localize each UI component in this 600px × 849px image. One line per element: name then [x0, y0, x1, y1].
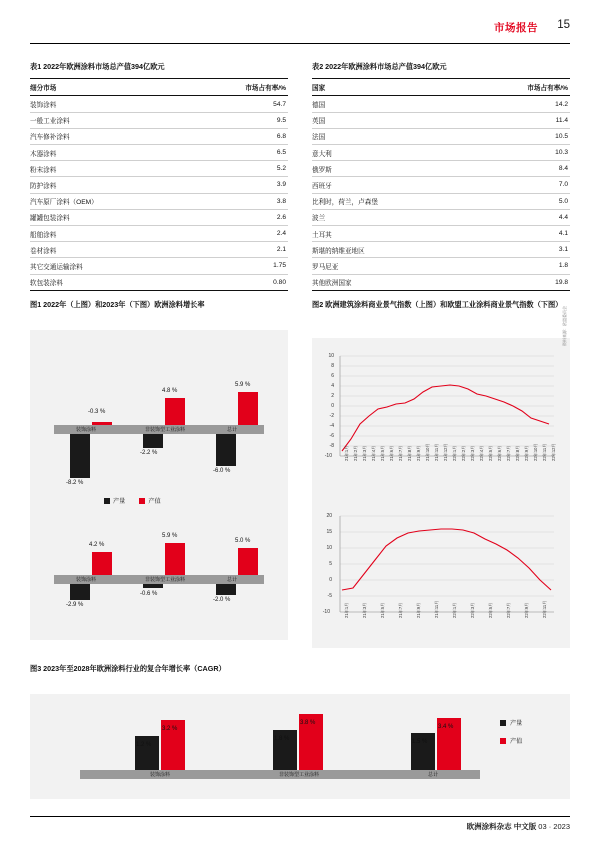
cell-share: 4.4: [469, 209, 570, 225]
ytick-4: 4: [331, 383, 334, 389]
cell-segment: 一般工业涂料: [30, 112, 188, 128]
xtick: 21年2月: [353, 445, 358, 461]
cell-segment: 装饰涂料: [30, 96, 188, 112]
cell-segment: 木器涂料: [30, 145, 188, 161]
cell-share: 54.7: [188, 96, 288, 112]
cell-share: 3.9: [188, 177, 288, 193]
page-header: [0, 0, 600, 44]
ytick2-20: 20: [326, 513, 332, 519]
header-section-title: 市场报告: [494, 22, 538, 34]
footer-divider: [30, 816, 570, 817]
figure3-block: [30, 664, 570, 680]
xtick: 22年7月: [506, 445, 511, 461]
table1-col-share: 市场占有率/%: [188, 79, 288, 96]
bar-volume-total-2023: [216, 584, 236, 595]
legend-swatch-volume: [500, 720, 506, 726]
table-row: [312, 112, 570, 128]
cell-country: 其他欧洲国家: [312, 274, 469, 290]
label-value-decorative-2023: 4.2 %: [89, 542, 105, 548]
xtick: 22年2月: [461, 445, 466, 461]
cell-segment: 其它交通运输涂料: [30, 258, 188, 274]
cell-country: 德国: [312, 96, 469, 112]
xtick: 22年12月: [551, 443, 556, 461]
header-divider: [30, 43, 570, 44]
table-row: [312, 258, 570, 274]
table1-header-row: [30, 79, 288, 96]
cell-segment: 汽车修补涂料: [30, 128, 188, 144]
label-value-decorative-cagr: 3.2 %: [162, 726, 178, 732]
cell-share: 4.1: [469, 225, 570, 241]
cell-country: 英国: [312, 112, 469, 128]
table-row: [312, 193, 570, 209]
xtick: 22年6月: [497, 445, 502, 461]
figure3-caption: 图3 2023年至2028年欧洲涂料行业的复合年增长率（CAGR）: [30, 664, 226, 673]
ytick-neg2: -2: [329, 413, 334, 419]
label-value-industrial-cagr: 3.8 %: [300, 720, 316, 726]
ytick-0: 0: [331, 403, 334, 409]
table-row: [30, 145, 288, 161]
ytick-2: 2: [331, 393, 334, 399]
footer-edition: 中文版: [513, 822, 537, 831]
bar-value-industrial-2022: [165, 398, 185, 425]
cell-share: 10.3: [469, 145, 570, 161]
ytick-6: 6: [331, 373, 334, 379]
table-row: [312, 177, 570, 193]
cat-decorative-2023: 装饰涂料: [75, 577, 96, 583]
xtick2: 22年7月: [506, 602, 511, 618]
xtick: 21年10月: [425, 443, 430, 461]
figure1-block: [30, 300, 288, 316]
cell-share: 19.8: [469, 274, 570, 290]
cat-total-2022: 总计: [226, 427, 237, 433]
legend-swatch-value: [139, 498, 145, 504]
label-volume-decorative-2022: -8.2 %: [66, 480, 84, 486]
cell-share: 14.2: [469, 96, 570, 112]
label-volume-industrial-cagr: 1.8 %: [274, 736, 290, 742]
legend-item-value: [139, 496, 160, 505]
ytick2-10: 10: [326, 545, 332, 551]
table-row: [30, 274, 288, 290]
table-row: [30, 225, 288, 241]
cell-share: 1.75: [188, 258, 288, 274]
table-row: [312, 128, 570, 144]
cell-segment: 粉末涂料: [30, 161, 188, 177]
cell-share: 1.8: [469, 258, 570, 274]
figure1-panel: [30, 330, 288, 640]
table-row: [30, 193, 288, 209]
cell-segment: 软包装涂料: [30, 274, 188, 290]
bar-value-total-2023: [238, 548, 258, 575]
cat-industrial-2022: 非装饰型工业涂料: [144, 427, 185, 433]
footer-magazine: 欧洲涂料杂志: [466, 822, 512, 831]
cell-country: 比利时，荷兰，卢森堡: [312, 193, 469, 209]
cell-share: 7.0: [469, 177, 570, 193]
xtick: 21年9月: [416, 445, 421, 461]
bar-volume-decorative-2022: [70, 434, 90, 478]
table-row: [30, 242, 288, 258]
page-number: 15: [557, 19, 570, 31]
bar-volume-industrial-2023: [143, 584, 163, 588]
cell-country: 斯堪的纳维亚地区: [312, 242, 469, 258]
xtick2: 22年9月: [524, 602, 529, 618]
xtick2: 21年3月: [362, 602, 367, 618]
table-row: [312, 209, 570, 225]
xtick: 22年1月: [452, 445, 457, 461]
legend-swatch-value: [500, 738, 506, 744]
label-volume-decorative-2023: -2.9 %: [66, 602, 84, 608]
cell-share: 5.2: [188, 161, 288, 177]
xtick: 21年11月: [434, 443, 439, 461]
table1-col-segment: 细分市场: [30, 79, 188, 96]
bar-value-decorative-2022: [92, 422, 112, 425]
ytick-neg6: -6: [329, 433, 334, 439]
cell-segment: 船舶涂料: [30, 225, 188, 241]
cell-share: 5.0: [469, 193, 570, 209]
label-value-total-2023: 5.0 %: [235, 538, 251, 544]
ytick-neg8: -8: [329, 443, 334, 449]
cat-total-cagr: 总计: [427, 772, 438, 778]
xtick: 22年5月: [488, 445, 493, 461]
xtick: 22年3月: [470, 445, 475, 461]
ytick-neg4: -4: [329, 423, 334, 429]
table2: [312, 78, 570, 290]
table-row: [30, 128, 288, 144]
legend-item-volume: [104, 496, 125, 505]
label-value-industrial-2023: 5.9 %: [162, 533, 178, 539]
label-volume-total-2023: -2.0 %: [213, 597, 231, 603]
table-row: [30, 112, 288, 128]
xtick2: 21年5月: [380, 602, 385, 618]
cell-segment: 罐罐包装涂料: [30, 209, 188, 225]
cat-decorative-cagr: 装饰涂料: [149, 772, 170, 778]
legend-item-value: [500, 736, 522, 745]
bar-value-total-2022: [238, 392, 258, 425]
cell-share: 0.80: [188, 274, 288, 290]
label-value-total-cagr: 3.4 %: [438, 724, 454, 730]
figure3-legend: [500, 718, 522, 745]
cell-share: 11.4: [469, 112, 570, 128]
table1-block: [30, 62, 288, 291]
label-value-industrial-2022: 4.8 %: [162, 388, 178, 394]
xtick: 21年12月: [443, 443, 448, 461]
label-value-total-2022: 5.9 %: [235, 382, 251, 388]
xtick: 21年4月: [371, 445, 376, 461]
label-volume-industrial-2022: -2.2 %: [140, 450, 158, 456]
figure2-caption: 图2 欧洲建筑涂料商业景气指数（上图）和欧盟工业涂料商业景气指数（下图）: [312, 300, 563, 309]
legend-label-value: 产值: [510, 738, 523, 745]
table1-caption: 表1 2022年欧洲涂料市场总产值394亿欧元: [30, 62, 165, 71]
cell-share: 10.5: [469, 128, 570, 144]
xtick: 22年8月: [515, 445, 520, 461]
xtick: 21年7月: [398, 445, 403, 461]
footer-info: [467, 821, 570, 832]
cell-share: 2.1: [188, 242, 288, 258]
ytick2-neg10: -10: [322, 609, 330, 615]
table-row: [312, 161, 570, 177]
cell-share: 9.5: [188, 112, 288, 128]
ytick-neg10: -10: [324, 453, 332, 459]
cell-country: 俄罗斯: [312, 161, 469, 177]
table-row: [30, 177, 288, 193]
legend-item-volume: [500, 718, 522, 727]
xtick: 21年6月: [389, 445, 394, 461]
xtick: 22年4月: [479, 445, 484, 461]
legend-label-volume: 产量: [113, 498, 126, 505]
cell-share: 6.5: [188, 145, 288, 161]
figure2-source-note: 资料来源：欧盟委员会: [562, 306, 567, 346]
label-volume-decorative-cagr: 1.2 %: [136, 742, 152, 748]
ytick2-0: 0: [329, 577, 332, 583]
label-volume-industrial-2023: -0.6 %: [140, 591, 158, 597]
ytick-10: 10: [328, 353, 334, 359]
cell-share: 3.1: [469, 242, 570, 258]
cell-country: 法国: [312, 128, 469, 144]
ytick2-5: 5: [329, 561, 332, 567]
cat-total-2023: 总计: [226, 577, 237, 583]
cell-segment: 防护涂料: [30, 177, 188, 193]
figure2-panel: [312, 306, 570, 648]
figure3-panel: [30, 694, 570, 799]
table2-block: [312, 62, 570, 291]
cell-country: 意大利: [312, 145, 469, 161]
xtick2: 21年7月: [398, 602, 403, 618]
cell-share: 6.8: [188, 128, 288, 144]
cell-share: 2.6: [188, 209, 288, 225]
xtick: 21年3月: [362, 445, 367, 461]
table-row: [30, 258, 288, 274]
cell-share: 3.8: [188, 193, 288, 209]
cell-country: 土耳其: [312, 225, 469, 241]
xtick: 22年11月: [542, 443, 547, 461]
label-volume-total-2022: -6.0 %: [213, 468, 231, 474]
legend-label-value: 产值: [148, 498, 161, 505]
xtick2: 22年3月: [470, 602, 475, 618]
bar-value-industrial-2023: [165, 543, 185, 575]
table-row: [30, 209, 288, 225]
bar-volume-total-2022: [216, 434, 236, 466]
xtick2: 21年9月: [416, 602, 421, 618]
label-value-decorative-2022: -0.3 %: [88, 409, 106, 415]
figure2-chart-construction: [312, 338, 570, 498]
cell-segment: 卷材涂料: [30, 242, 188, 258]
xtick2: 22年11月: [542, 600, 547, 618]
xtick: 22年9月: [524, 445, 529, 461]
cell-country: 波兰: [312, 209, 469, 225]
figure2-chart-industrial: [312, 506, 570, 656]
figure1-caption: 图1 2022年（上图）和2023年（下图）欧洲涂料增长率: [30, 300, 205, 309]
ytick2-neg5: -5: [327, 593, 332, 599]
cell-segment: 汽车原厂涂料（OEM）: [30, 193, 188, 209]
cat-decorative-2022: 装饰涂料: [75, 427, 96, 433]
legend-swatch-volume: [104, 498, 110, 504]
bar-volume-industrial-2022: [143, 434, 163, 448]
xtick: 22年10月: [533, 443, 538, 461]
cat-industrial-cagr: 非装饰型工业涂料: [278, 772, 319, 778]
xtick: 21年8月: [407, 445, 412, 461]
cell-country: 西班牙: [312, 177, 469, 193]
cell-share: 8.4: [469, 161, 570, 177]
ytick-8: 8: [331, 363, 334, 369]
table2-caption: 表2 2022年欧洲涂料市场总产值394亿欧元: [312, 62, 447, 71]
xtick2: 21年11月: [434, 600, 439, 618]
ytick2-15: 15: [326, 529, 332, 535]
label-volume-total-cagr: 1.5 %: [412, 739, 428, 745]
table-row: [30, 161, 288, 177]
table-row: [312, 242, 570, 258]
bar-volume-decorative-2023: [70, 584, 90, 600]
table-row: [312, 96, 570, 112]
cat-industrial-2023: 非装饰型工业涂料: [144, 577, 185, 583]
legend-label-volume: 产量: [510, 720, 523, 727]
table-row: [312, 145, 570, 161]
xtick: 21年5月: [380, 445, 385, 461]
table-row: [312, 274, 570, 290]
xtick2: 22年1月: [452, 602, 457, 618]
footer-issue: 03 · 2023: [538, 822, 570, 831]
figure2-block: [312, 300, 570, 316]
cell-share: 2.4: [188, 225, 288, 241]
table2-col-country: 国家: [312, 79, 469, 96]
table2-header-row: [312, 79, 570, 96]
cell-country: 罗马尼亚: [312, 258, 469, 274]
table-row: [312, 225, 570, 241]
xtick2: 21年1月: [344, 602, 349, 618]
table2-col-share: 市场占有率/%: [469, 79, 570, 96]
table-row: [30, 96, 288, 112]
xtick: 21年1月: [344, 445, 349, 461]
table1: [30, 78, 288, 290]
bar-value-decorative-2023: [92, 552, 112, 575]
xtick2: 22年5月: [488, 602, 493, 618]
figure1-legend: [104, 496, 161, 505]
